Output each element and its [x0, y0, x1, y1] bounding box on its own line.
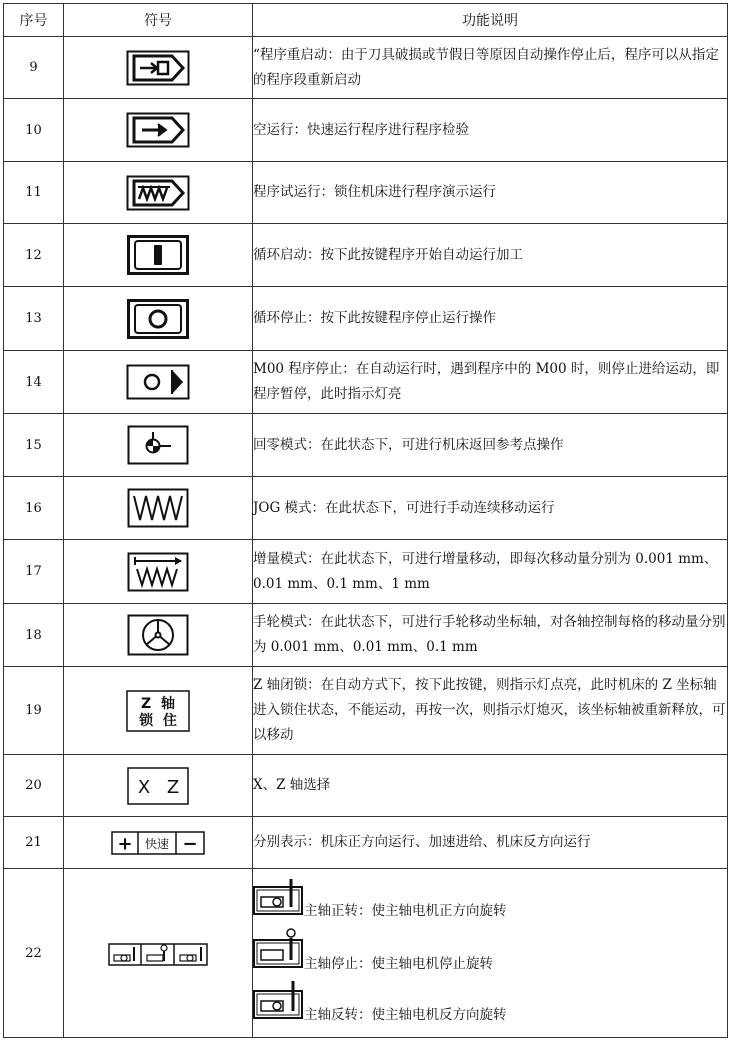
trial-run-icon — [126, 175, 190, 211]
spindle-stop-text: 主轴停止：使主轴电机停止旋转 — [304, 955, 493, 972]
jog-direction-icon — [111, 831, 205, 855]
row-description: 循环启动：按下此按键程序开始自动运行加工 — [253, 224, 728, 287]
table-row — [4, 477, 728, 540]
axis-select-icon — [127, 767, 189, 805]
row-description: 增量模式：在此状态下，可进行增量移动，即每次移动量分别为 0.001 mm、0.01 mm、0.1 mm、1 mm — [253, 540, 728, 604]
m00-stop-icon — [126, 364, 190, 400]
table-row — [4, 224, 728, 287]
spindle-cw-icon — [253, 879, 304, 924]
program-restart-icon — [126, 50, 190, 86]
table-row — [4, 162, 728, 224]
header-desc: 功能说明 — [253, 4, 728, 37]
table-row — [4, 817, 728, 869]
cycle-start-icon — [127, 235, 189, 275]
row-number: 13 — [4, 287, 64, 351]
row-description: 手轮模式：在此状态下，可进行手轮移动坐标轴，对各轴控制每格的移动量分别为 0.001 mm、0.01 mm、0.1 mm — [253, 604, 728, 667]
row-description: 空运行：快速运行程序进行程序检验 — [253, 99, 728, 162]
table-row — [4, 604, 728, 667]
row-number: 18 — [4, 604, 64, 667]
row-description: Z 轴闭锁：在自动方式下，按下此按键，则指示灯点亮，此时机床的 Z 坐标轴进入锁住状态，不能运动，再按一次，则指示灯熄灭，该坐标轴被重新释放，可以移动 — [253, 667, 728, 755]
axis-x-label: X — [137, 776, 151, 798]
table-row — [4, 287, 728, 351]
function-table — [3, 3, 728, 1038]
z-lock-line1: Z 轴 — [141, 695, 175, 712]
row-number: 20 — [4, 755, 64, 817]
z-lock-line2: 锁 住 — [139, 712, 177, 729]
minus-label: − — [182, 833, 198, 854]
row-description: 程序试运行：锁住机床进行程序演示运行 — [253, 162, 728, 224]
row-description: M00 程序停止：在自动运行时，遇到程序中的 M00 时，则停止进给运动，即程序暂停，此时指示灯亮 — [253, 351, 728, 414]
table-row — [4, 755, 728, 817]
header-symbol: 符号 — [64, 4, 253, 37]
header-row — [4, 4, 728, 37]
handwheel-mode-icon — [127, 614, 189, 656]
row-number: 10 — [4, 99, 64, 162]
spindle-control-icon — [108, 939, 208, 967]
z-axis-lock-icon — [126, 690, 190, 732]
spindle-ccw-icon — [253, 981, 304, 1028]
spindle-ccw-text: 主轴反转：使主轴电机反方向旋转 — [304, 1006, 507, 1023]
table-row — [4, 667, 728, 755]
row-number: 14 — [4, 351, 64, 414]
row-number: 11 — [4, 162, 64, 224]
incremental-mode-icon — [127, 552, 189, 592]
row-description: 循环停止：按下此按键程序停止运行操作 — [253, 287, 728, 351]
row-description: X、Z 轴选择 — [253, 755, 728, 817]
cycle-stop-icon — [127, 299, 189, 339]
table-row — [4, 540, 728, 604]
row-description: 回零模式：在此状态下，可进行机床返回参考点操作 — [253, 414, 728, 477]
table-row — [4, 37, 728, 99]
row-number: 21 — [4, 817, 64, 869]
jog-mode-icon — [127, 488, 189, 528]
spindle-cw-row — [253, 879, 727, 924]
row-number: 22 — [4, 869, 64, 1038]
spindle-ccw-row — [253, 981, 727, 1028]
table-row — [4, 869, 728, 1038]
table-row — [4, 351, 728, 414]
header-seq: 序号 — [4, 4, 64, 37]
row-description: JOG 模式：在此状态下，可进行手动连续移动运行 — [253, 477, 728, 540]
row-number: 12 — [4, 224, 64, 287]
reference-return-icon — [127, 425, 189, 465]
row-description: “程序重启动：由于刀具破损或节假日等原因自动操作停止后，程序可以从指定的程序段重新启动 — [253, 37, 728, 99]
row-number: 17 — [4, 540, 64, 604]
spindle-cw-text: 主轴正转：使主轴电机正方向旋转 — [304, 902, 507, 919]
row-number: 9 — [4, 37, 64, 99]
row-description: 分别表示：机床正方向运行、加速进给、机床反方向运行 — [253, 817, 728, 869]
axis-z-label: Z — [166, 776, 180, 798]
table-row — [4, 99, 728, 162]
rapid-label: 快速 — [144, 836, 170, 851]
row-number: 19 — [4, 667, 64, 755]
dry-run-icon — [126, 112, 190, 148]
row-number: 15 — [4, 414, 64, 477]
row-number: 16 — [4, 477, 64, 540]
spindle-stop-row — [253, 928, 727, 977]
plus-label: + — [117, 833, 133, 854]
spindle-stop-icon — [253, 928, 304, 977]
table-row — [4, 414, 728, 477]
spindle-descriptions — [253, 869, 728, 1038]
